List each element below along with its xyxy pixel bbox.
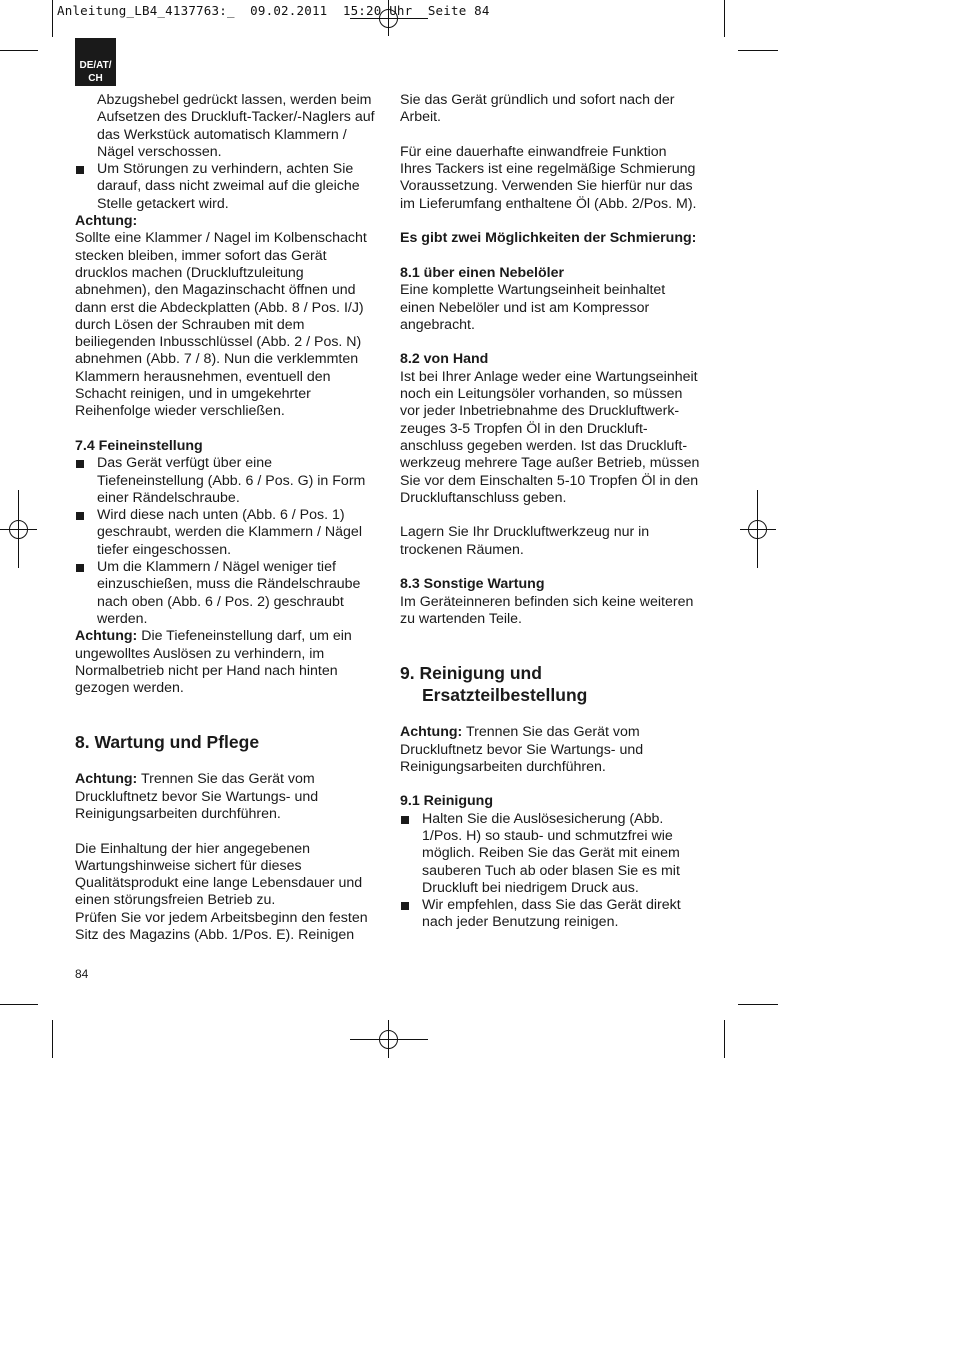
crop-mark (0, 50, 38, 51)
warning-paragraph (75, 771, 377, 823)
registration-mark (9, 520, 28, 539)
section-heading: 8.3 Sonstige Wartung (400, 576, 545, 593)
print-slug: Anleitung_LB4_4137763:_ 09.02.2011 15:20 Uhr Seite 84 (57, 3, 490, 18)
section-heading: 7.4 Feineinstellung (75, 437, 203, 454)
warning-paragraph (400, 724, 702, 776)
paragraph: Abzugshebel gedrückt lassen, werden beim Aufsetzen des Druckluft-Tacker/-Naglers auf das Werkstück automatisch Klammern / Nägel verschossen. (97, 92, 375, 160)
chapter-heading: 8. Wartung und Pflege (75, 732, 260, 753)
bullet-item: Halten Sie die Auslösesicherung (Abb. 1/Pos. H) so staub- und schmutzfrei wie möglich. Reiben Sie das Gerät mit einem sauberen Tuch ab oder blasen Sie es mit Druckluft bei niedrigem Druck aus. (400, 811, 702, 897)
chapter-heading-line2: Ersatzteilbestellung (422, 685, 588, 706)
warning-label: Achtung: (400, 724, 463, 741)
crop-mark (52, 1020, 53, 1058)
paragraph: Prüfen Sie vor jedem Arbeitsbeginn den festen Sitz des Magazins (Abb. 1/Pos. E). Reinigen (75, 909, 368, 944)
warning-text: Die Tiefeneinstellung darf, um ein ungewolltes Auslösen zu verhindern, im Normalbetrieb nicht per Hand nach hinten gezogen werden. (75, 628, 352, 697)
warning-label: Achtung: (75, 628, 138, 645)
paragraph: Für eine dauerhafte einwandfreie Funktion Ihres Tackers ist eine regelmäßige Schmierung Voraussetzung. Verwenden Sie hierfür nur das im Lieferumfang enthaltene Öl (Abb. 2/Pos. M). (400, 143, 697, 212)
bullet-item: Um Störungen zu verhindern, achten Sie darauf, dass nicht zweimal auf die gleiche Stelle getackert wird. (75, 161, 377, 213)
section-heading: Es gibt zwei Möglichkeiten der Schmierung: (400, 230, 697, 247)
warning-paragraph (75, 628, 377, 697)
chapter-heading (400, 662, 702, 706)
warning-label: Achtung: (75, 771, 138, 788)
left-column (75, 92, 377, 944)
language-badge (75, 38, 116, 86)
section-heading: 8.2 von Hand (400, 351, 489, 368)
paragraph: Eine komplette Wartungseinheit beinhaltet einen Nebelöler und ist am Kompressor angebracht. (400, 282, 666, 333)
crop-mark (0, 1004, 38, 1005)
registration-mark (379, 1030, 398, 1049)
crop-mark (724, 1020, 725, 1058)
warning-text: Trennen Sie das Gerät vom Druckluftnetz bevor Sie Wartungs- und Reinigungsarbeiten durchführen. (400, 724, 644, 775)
chapter-heading-line1: 9. Reinigung und (400, 663, 542, 684)
bullet-item: Das Gerät verfügt über eine Tiefeneinstellung (Abb. 6 / Pos. G) in Form einer Rändelschraube. (75, 455, 377, 507)
crop-mark (738, 1004, 778, 1005)
paragraph: Die Einhaltung der hier angegebenen Wartungshinweise sichert für dieses Qualitätsprodukt eine lange Lebensdauer und einen störungsfreien Betrieb zu. (75, 840, 363, 909)
paragraph: Ist bei Ihrer Anlage weder eine Wartungseinheit noch ein Leitungsöler vorhanden, so müssen vor jeder Inbetriebnahme des Druckluftwerk-zeuges 3-5 Tropfen Öl in den Druckluft-anschluss gegeben werden. Ist das Druckluft-werkzeug mehrere Tage außer Betrieb, müssen Sie vor dem Einschalten 5-10 Tropfen Öl in den Druckluftanschluss geben. (400, 368, 700, 506)
paragraph: Im Geräteinneren befinden sich keine weiteren zu wartenden Teile. (400, 593, 694, 627)
bullet-item: Wird diese nach unten (Abb. 6 / Pos. 1) geschraubt, werden die Klammern / Nägel tiefer eingeschossen. (75, 507, 377, 559)
registration-mark (748, 520, 767, 539)
bullet-item: Wir empfehlen, dass Sie das Gerät direkt nach jeder Benutzung reinigen. (400, 897, 702, 932)
language-badge-line1: DE/AT/ (79, 60, 112, 71)
warning-text: Trennen Sie das Gerät vom Druckluftnetz bevor Sie Wartungs- und Reinigungsarbeiten durchführen. (75, 771, 319, 822)
paragraph: Sie das Gerät gründlich und sofort nach der Arbeit. (400, 92, 675, 126)
paragraph: Lagern Sie Ihr Druckluftwerkzeug nur in trockenen Räumen. (400, 524, 650, 558)
section-heading: 8.1 über einen Nebelöler (400, 264, 565, 281)
right-column (400, 92, 702, 932)
language-badge-line2: CH (88, 73, 103, 84)
warning-label: Achtung: (75, 213, 138, 230)
paragraph: Sollte eine Klammer / Nagel im Kolbenschacht stecken bleiben, immer sofort das Gerät drucklos machen (Druckluftzuleitung abnehmen), den Magazinschacht öffnen und dann erst die Abdeckplatten (Abb. 8 / Pos. I/J) durch Lösen der Schrauben mit dem beiliegenden Inbusschlüssel (Abb. 2 / Pos. N) abnehmen (Abb. 7 / 8). Nun die verklemmten Klammern herausnehmen, eventuell den Schacht reinigen, und in umgekehrter Reihenfolge wieder verschließen. (75, 230, 367, 420)
bullet-item: Um die Klammern / Nägel weniger tief einzuschießen, muss die Rändelschraube nach oben (Abb. 6 / Pos. 2) geschraubt werden. (75, 559, 377, 628)
section-heading: 9.1 Reinigung (400, 793, 494, 810)
crop-mark (52, 0, 53, 37)
crop-mark (724, 0, 725, 37)
crop-mark (738, 50, 778, 51)
page-number: 84 (75, 967, 89, 981)
